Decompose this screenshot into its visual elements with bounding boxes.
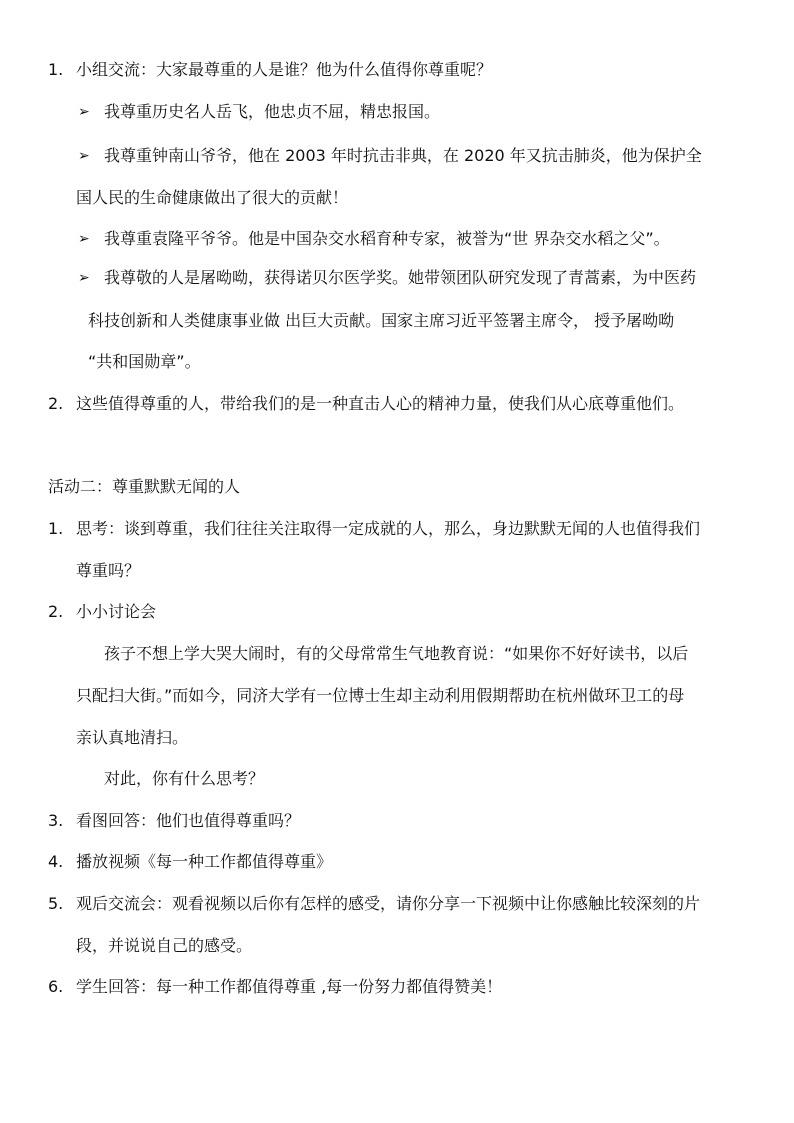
arrow-bullet-icon: ➢: [78, 270, 90, 286]
section-heading: 活动二：尊重默默无闻的人: [48, 477, 241, 496]
list-item-text: 学生回答：每一种工作都值得尊重 ,每一份努力都值得赞美！: [76, 977, 503, 996]
bullet-text: 我尊敬的人是屠呦呦，获得诺贝尔医学奖。她带领团队研究发现了青蒿素，为中医药: [104, 268, 697, 287]
list-number: 5.: [48, 894, 64, 913]
list-number: 4.: [48, 852, 64, 871]
list-number: 3.: [48, 811, 64, 830]
list-item-text: 观后交流会：观看视频以后你有怎样的感受，请你分享一下视频中让你感触比较深刻的片: [76, 894, 701, 913]
bullet-text: 我尊重历史名人岳飞，他忠贞不屈，精忠报国。: [104, 102, 441, 121]
arrow-bullet-icon: ➢: [78, 231, 90, 247]
list-number: 1.: [48, 60, 64, 79]
list-item-text: 这些值得尊重的人，带给我们的是一种直击人心的精神力量，使我们从心底尊重他们。: [76, 394, 685, 413]
bullet-text: 我尊重袁隆平爷爷。他是中国杂交水稻育种专家，被誉为“世 界杂交水稻之父”。: [104, 229, 670, 248]
arrow-bullet-icon: ➢: [78, 148, 90, 164]
discussion-question: 对此，你有什么思考？: [104, 769, 265, 788]
list-number: 6.: [48, 977, 64, 996]
list-item-text: 播放视频《每一种工作都值得尊重》: [76, 852, 333, 871]
list-item-text: 小组交流：大家最尊重的人是谁？他为什么值得你尊重呢？: [76, 60, 493, 79]
paragraph-line: 孩子不想上学大哭大闹时，有的父母常常生气地教育说：“如果你不好好读书，以后: [104, 644, 689, 663]
list-number: 1.: [48, 519, 64, 538]
paragraph-line: 只配扫大街。”而如今，同济大学有一位博士生却主动利用假期帮助在杭州做环卫工的母: [76, 686, 685, 705]
list-item-text: 思考：谈到尊重，我们往往关注取得一定成就的人，那么，身边默默无闻的人也值得我们: [76, 519, 701, 538]
bullet-text-continued: 国人民的生命健康做出了很大的贡献！: [76, 188, 349, 207]
paragraph-line: 亲认真地清扫。: [76, 728, 189, 747]
list-number: 2.: [48, 394, 64, 413]
list-item-text-continued: 尊重吗？: [76, 561, 141, 580]
bullet-text: 我尊重钟南山爷爷，他在 2003 年时抗击非典，在 2020 年又抗击肺炎，他为保护全: [104, 146, 702, 165]
arrow-bullet-icon: ➢: [78, 104, 90, 120]
bullet-text-continued: 科技创新和人类健康事业做 出巨大贡献。国家主席习近平签署主席令， 授予屠呦呦: [88, 311, 675, 330]
list-item-text: 小小讨论会: [76, 602, 157, 621]
list-item-text-continued: 段，并说说自己的感受。: [76, 936, 253, 955]
bullet-text-continued: “共和国勋章”。: [88, 352, 201, 371]
list-number: 2.: [48, 602, 64, 621]
list-item-text: 看图回答：他们也值得尊重吗？: [76, 811, 301, 830]
